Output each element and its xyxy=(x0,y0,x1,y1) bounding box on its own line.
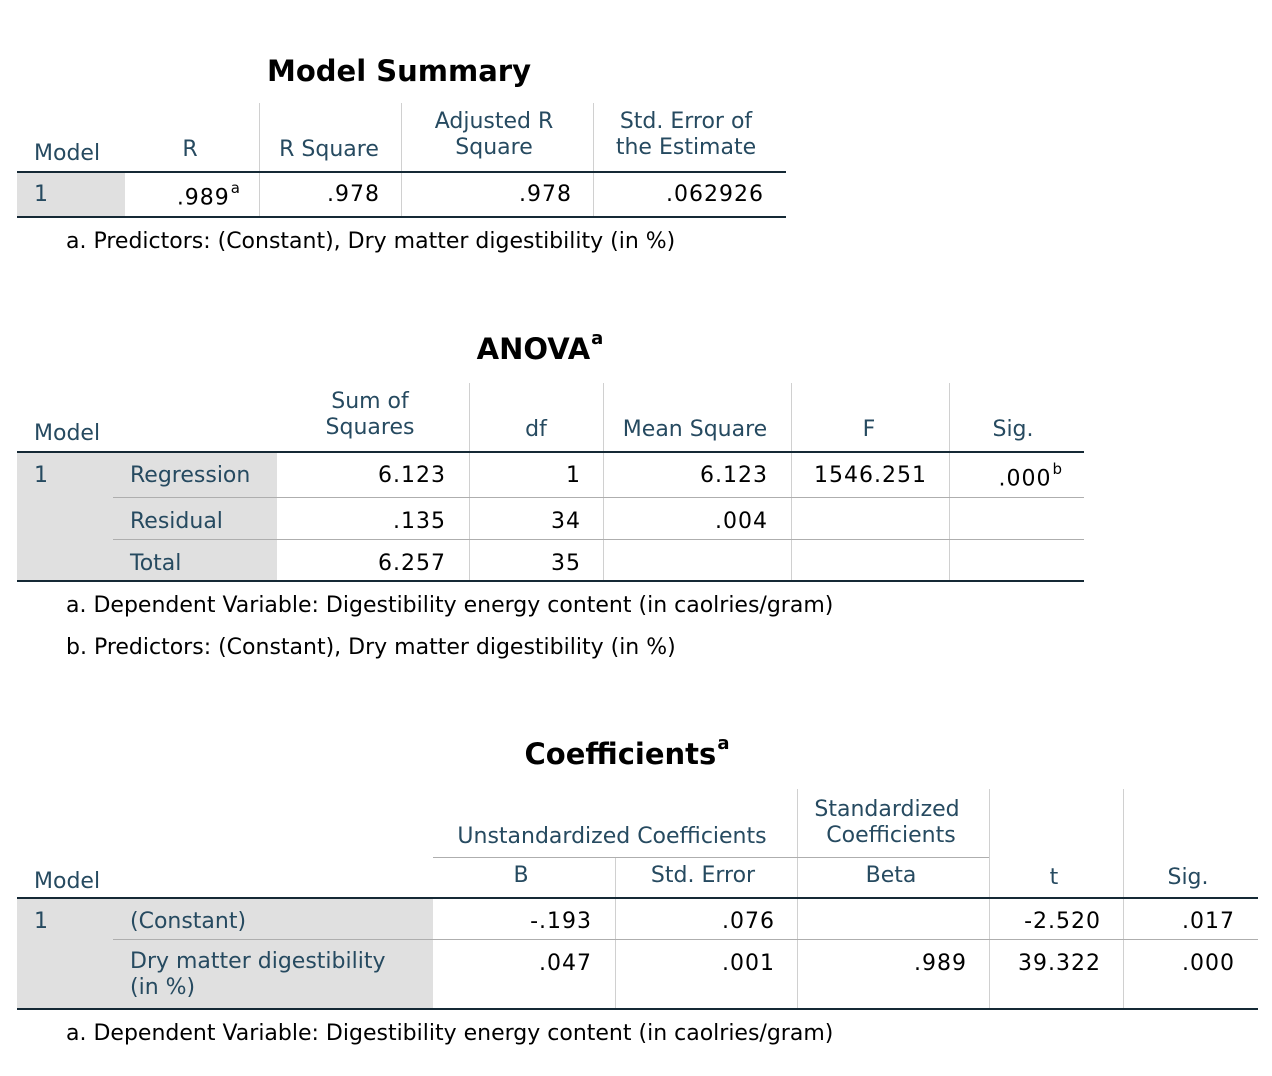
col-header-adj-r-2: Square xyxy=(455,135,533,160)
col-header-r: R xyxy=(182,137,198,162)
bottom-rule xyxy=(17,580,1084,582)
col-header-r-square: R Square xyxy=(279,137,379,162)
divider xyxy=(989,899,990,1008)
divider xyxy=(603,383,604,451)
col-header-sig: Sig. xyxy=(1167,865,1209,890)
row-model-number: 1 xyxy=(34,909,48,934)
divider xyxy=(797,899,798,1008)
row-rule xyxy=(113,497,1084,498)
divider xyxy=(1123,899,1124,1008)
divider xyxy=(593,103,594,171)
model-summary-title: Model Summary xyxy=(267,54,531,88)
cell-sig: .017 xyxy=(1182,909,1235,934)
divider xyxy=(401,103,402,171)
cell-ms: 6.123 xyxy=(700,463,768,488)
col-header-ms: Mean Square xyxy=(622,417,768,442)
cell-b: .047 xyxy=(539,951,592,976)
cell-std-error: .062926 xyxy=(666,182,764,207)
col-header-se-1: Std. Error of xyxy=(619,109,753,134)
cell-adj-r-square: .978 xyxy=(519,182,572,207)
footnote-b: b. Predictors: (Constant), Dry matter digestibility (in %) xyxy=(66,635,676,660)
divider xyxy=(259,173,260,216)
cell-t: -2.520 xyxy=(1024,909,1101,934)
cell-t: 39.322 xyxy=(1018,951,1101,976)
col-header-ss-1: Sum of xyxy=(331,389,409,414)
col-header-standardized-2: Coefficients xyxy=(826,823,956,848)
row-label-dry-matter-1: Dry matter digestibility xyxy=(130,949,386,974)
group-header-rule xyxy=(433,857,989,858)
bottom-rule xyxy=(17,216,786,218)
col-header-b: B xyxy=(513,863,529,888)
cell-std-error: .001 xyxy=(722,951,775,976)
col-header-se-2: the Estimate xyxy=(615,135,757,160)
col-header-beta: Beta xyxy=(865,863,917,888)
divider xyxy=(469,383,470,451)
col-header-std-error: Std. Error xyxy=(650,863,756,888)
footnote: a. Dependent Variable: Digestibility energy content (in caolries/gram) xyxy=(66,1021,834,1046)
row-label-total: Total xyxy=(130,551,182,576)
col-header-model: Model xyxy=(34,869,101,894)
col-header-standardized-1: Standardized xyxy=(814,797,960,822)
coefficients-title: Coefficients$^a$ xyxy=(524,733,730,771)
footnote: a. Predictors: (Constant), Dry matter digestibility (in %) xyxy=(66,229,676,254)
col-header-model: Model xyxy=(34,141,101,166)
col-header-model: Model xyxy=(34,421,101,446)
divider xyxy=(949,453,950,580)
col-header-sig: Sig. xyxy=(992,417,1034,442)
divider xyxy=(401,173,402,216)
cell-sig: .000 xyxy=(1182,951,1235,976)
cell-f: 1546.251 xyxy=(814,463,927,488)
cell-df: 35 xyxy=(551,551,581,576)
row-label-constant: (Constant) xyxy=(130,909,247,934)
col-header-df: df xyxy=(525,417,547,442)
divider xyxy=(791,383,792,451)
row-label-regression: Regression xyxy=(130,463,251,488)
divider xyxy=(615,899,616,1008)
cell-ss: 6.257 xyxy=(378,551,446,576)
row-model-number: 1 xyxy=(34,463,48,488)
cell-df: 34 xyxy=(551,509,581,534)
row-rule xyxy=(113,939,1258,940)
cell-ms: .004 xyxy=(715,509,768,534)
divider xyxy=(469,453,470,580)
anova-title: ANOVA$^a$ xyxy=(476,328,604,366)
cell-r-square: .978 xyxy=(327,182,380,207)
divider xyxy=(259,103,260,171)
divider xyxy=(603,453,604,580)
cell-r: .989$^a$ xyxy=(176,179,240,211)
divider xyxy=(989,789,990,897)
divider xyxy=(797,789,798,897)
divider xyxy=(949,383,950,451)
col-header-ss-2: Squares xyxy=(325,415,415,440)
bottom-rule xyxy=(17,1008,1258,1010)
divider xyxy=(593,173,594,216)
cell-sig: .000$^b$ xyxy=(998,460,1062,492)
row-label-dry-matter-2: (in %) xyxy=(130,975,196,1000)
cell-beta: .989 xyxy=(914,951,967,976)
divider xyxy=(791,453,792,580)
divider xyxy=(1123,789,1124,897)
cell-ss: 6.123 xyxy=(378,463,446,488)
cell-df: 1 xyxy=(566,463,581,488)
row-rule xyxy=(113,539,1084,540)
cell-std-error: .076 xyxy=(722,909,775,934)
footnote-a: a. Dependent Variable: Digestibility energy content (in caolries/gram) xyxy=(66,593,834,618)
col-header-unstandardized: Unstandardized Coefficients xyxy=(457,824,767,849)
row-label-residual: Residual xyxy=(130,509,223,534)
row-model-number: 1 xyxy=(34,182,48,207)
col-header-adj-r-1: Adjusted R xyxy=(434,109,554,134)
cell-ss: .135 xyxy=(393,509,446,534)
col-header-t: t xyxy=(1049,865,1059,890)
col-header-f: F xyxy=(862,417,876,442)
divider xyxy=(615,857,616,897)
cell-b: -.193 xyxy=(530,909,592,934)
